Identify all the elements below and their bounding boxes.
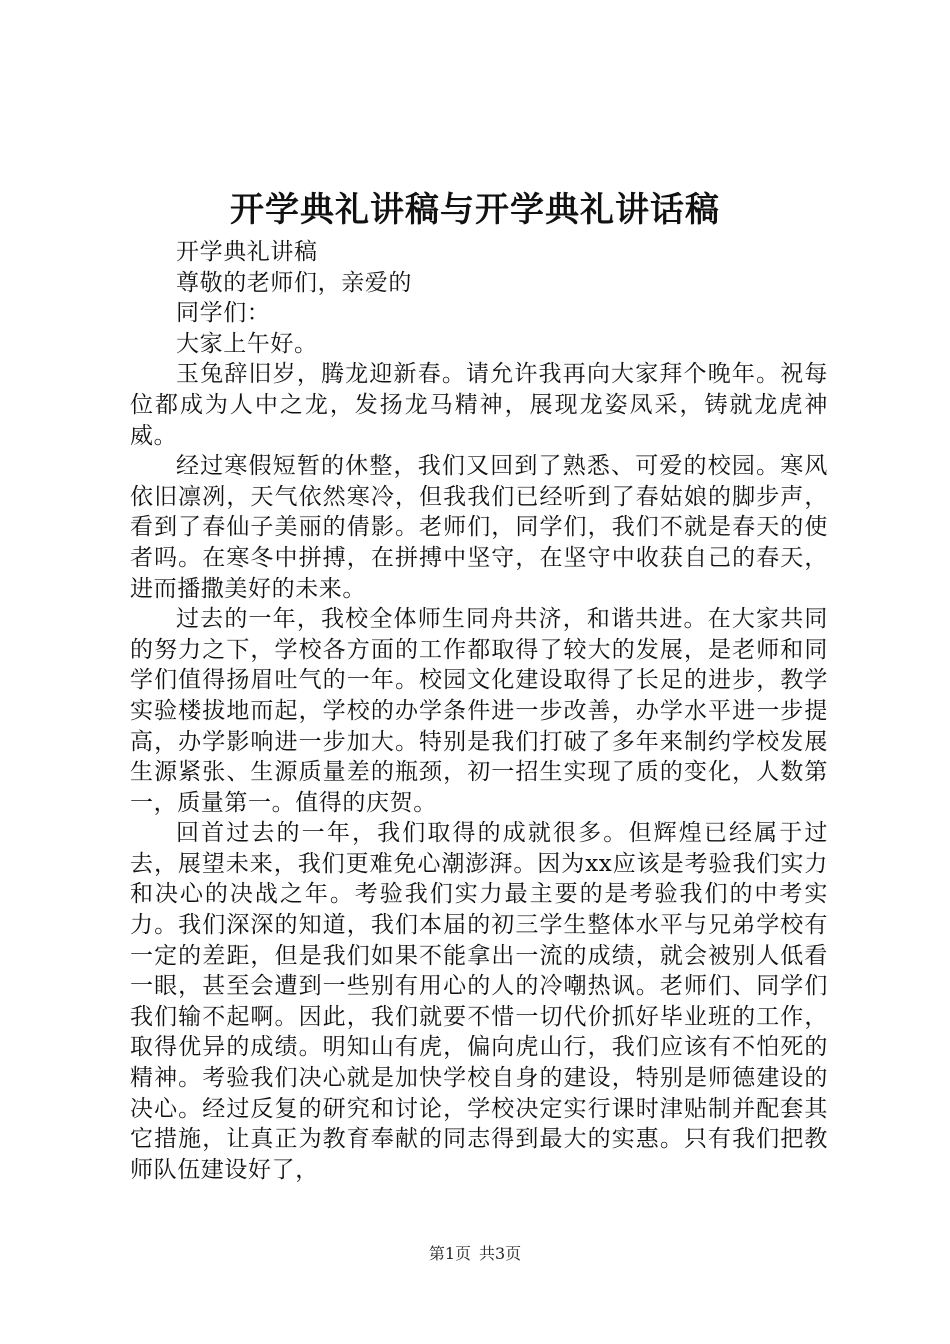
paragraph: 回首过去的一年，我们取得的成就很多。但辉煌已经属于过去，展望未来，我们更难免心潮澎湃。因为xx应该是考验我们实力和决心的决战之年。考验我们实力最主要的是考验我们的中考实力。我们深深的知道，我们本届的初三学生整体水平与兄弟学校有一定的差距，但是我们如果不能拿出一流的成绩，就会被别人低看一眼，甚至会遭到一些别有用心的人的冷嘲热讽。老师们、同学们我们输不起啊。因此，我们就要不惜一切代价抓好毕业班的工作，取得优异的成绩。明知山有虎，偏向虎山行，我们应该有不怕死的精神。考验我们决心就是加快学校自身的建设，特别是师德建设的决心。经过反复的研究和讨论，学校决定实行课时津贴制并配套其它措施，让真正为教育奉献的同志得到最大的实惠。只有我们把教师队伍建设好了， xyxy=(130,820,828,1183)
document-body xyxy=(130,237,828,1185)
page-total: 共3页 xyxy=(479,1244,522,1263)
paragraph: 玉兔辞旧岁，腾龙迎新春。请允许我再向大家拜个晚年。祝每位都成为人中之龙，发扬龙马精神，展现龙姿凤采，铸就龙虎神威。 xyxy=(130,361,828,449)
paragraph: 开学典礼讲稿 xyxy=(176,239,318,265)
paragraph: 尊敬的老师们，亲爱的 xyxy=(176,269,412,296)
document-title: 开学典礼讲稿与开学典礼讲话稿 xyxy=(230,190,720,230)
paragraph: 经过寒假短暂的休整，我们又回到了熟悉、可爱的校园。寒风依旧凛冽，天气依然寒冷，但我我们已经听到了春姑娘的脚步声，看到了春仙子美丽的倩影。老师们，同学们，我们不就是春天的使者吗。在寒冬中拼搏，在拼搏中坚守，在坚守中收获自己的春天，进而播撒美好的未来。 xyxy=(130,453,828,602)
page-footer xyxy=(0,1244,950,1264)
page-number: 第1页 xyxy=(428,1244,471,1263)
paragraph: 同学们： xyxy=(176,300,271,327)
paragraph: 大家上午好。 xyxy=(176,330,318,357)
paragraph: 过去的一年，我校全体师生同舟共济，和谐共进。在大家共同的努力之下，学校各方面的工作都取得了较大的发展，是老师和同学们值得扬眉吐气的一年。校园文化建设取得了长足的进步，教学实验楼拔地而起，学校的办学条件进一步改善，办学水平进一步提高，办学影响进一步加大。特别是我们打破了多年来制约学校发展生源紧张、生源质量差的瓶颈，初一招生实现了质的变化，人数第一，质量第一。值得的庆贺。 xyxy=(130,606,828,816)
